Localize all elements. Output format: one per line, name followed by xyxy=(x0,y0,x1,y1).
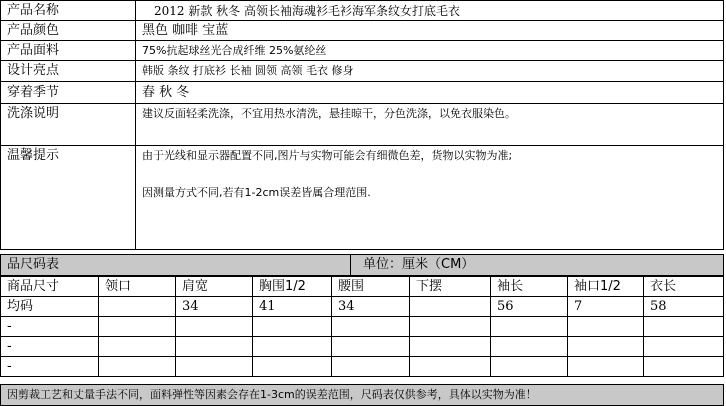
size-table-header-bar xyxy=(0,254,724,276)
size-cell xyxy=(176,357,253,377)
size-row xyxy=(1,317,724,337)
size-cell xyxy=(491,357,568,377)
size-cell xyxy=(410,317,491,337)
size-cell xyxy=(568,357,644,377)
info-value: 建议反面轻柔洗涤，不宜用热水清洗，悬挂晾干，分色洗涤，以免衣服染色。 xyxy=(136,104,724,146)
notice-value xyxy=(136,146,724,250)
size-note: 因剪裁工艺和丈量手法不同，面料弹性等因素会存在1-3cm的误差范围，尺码表仅供参考，具体以实物为准！ xyxy=(1,385,724,406)
size-header-cell: 袖口1/2 xyxy=(568,277,644,297)
size-header-cell: 下摆 xyxy=(410,277,491,297)
notice-line: 因测量方式不同,若有1-2cm误差皆属合理范围. xyxy=(142,186,371,199)
info-key: 产品名称 xyxy=(1,1,136,21)
size-header-cell: 衣长 xyxy=(644,277,724,297)
size-cell xyxy=(644,357,724,377)
size-table-unit: 单位：厘米（CM） xyxy=(351,255,724,276)
info-row-highlights xyxy=(1,61,724,82)
info-value: 2012 新款 秋冬 高领长袖海魂衫毛衫海军条纹女打底毛衣 xyxy=(136,1,724,21)
info-key: 洗涤说明 xyxy=(1,104,136,146)
size-cell xyxy=(491,317,568,337)
size-cell: 41 xyxy=(253,297,332,317)
size-note-bar xyxy=(0,384,724,406)
info-value: 春 秋 冬 xyxy=(136,82,724,104)
info-row-fabric xyxy=(1,41,724,61)
size-cell xyxy=(253,317,332,337)
size-cell xyxy=(332,317,410,337)
size-cell: 56 xyxy=(491,297,568,317)
size-cell xyxy=(253,357,332,377)
size-cell: 均码 xyxy=(1,297,99,317)
info-value: 韩版 条纹 打底衫 长袖 圆领 高领 毛衣 修身 xyxy=(136,61,724,82)
size-cell xyxy=(99,357,176,377)
size-cell xyxy=(410,357,491,377)
size-cell xyxy=(644,317,724,337)
size-cell: - xyxy=(1,357,99,377)
info-key: 温馨提示 xyxy=(1,146,136,250)
info-row-washing xyxy=(1,104,724,146)
size-header-cell: 腰围 xyxy=(332,277,410,297)
size-cell: 34 xyxy=(176,297,253,317)
notice-line: 由于光线和显示器配置不同,图片与实物可能会有细微色差，货物以实物为准; xyxy=(142,149,513,162)
size-header-cell: 肩宽 xyxy=(176,277,253,297)
size-header-row xyxy=(1,277,724,297)
size-table xyxy=(0,276,724,377)
info-key: 设计亮点 xyxy=(1,61,136,82)
size-cell xyxy=(332,357,410,377)
size-cell xyxy=(99,297,176,317)
size-cell xyxy=(253,337,332,357)
info-row-notice xyxy=(1,146,724,250)
info-key: 产品颜色 xyxy=(1,21,136,41)
size-header-cell: 商品尺寸 xyxy=(1,277,99,297)
info-row-color xyxy=(1,21,724,41)
size-cell xyxy=(410,337,491,357)
size-table-title: 品尺码表 xyxy=(1,255,351,276)
info-value: 75%抗起球丝光合成纤维 25%氨纶丝 xyxy=(136,41,724,61)
size-row xyxy=(1,357,724,377)
size-cell: - xyxy=(1,317,99,337)
size-cell xyxy=(99,337,176,357)
size-row xyxy=(1,297,724,317)
size-header-cell: 胸围1/2 xyxy=(253,277,332,297)
info-row-name xyxy=(1,1,724,21)
size-cell xyxy=(410,297,491,317)
size-cell xyxy=(176,337,253,357)
info-value: 黑色 咖啡 宝蓝 xyxy=(136,21,724,41)
size-cell xyxy=(644,337,724,357)
size-cell: 58 xyxy=(644,297,724,317)
size-cell: - xyxy=(1,337,99,357)
size-cell xyxy=(176,317,253,337)
info-row-season xyxy=(1,82,724,104)
size-header-cell: 领口 xyxy=(99,277,176,297)
size-cell xyxy=(568,317,644,337)
size-cell: 34 xyxy=(332,297,410,317)
size-cell xyxy=(491,337,568,357)
size-cell xyxy=(332,337,410,357)
size-cell: 7 xyxy=(568,297,644,317)
size-cell xyxy=(568,337,644,357)
info-key: 产品面料 xyxy=(1,41,136,61)
size-row xyxy=(1,337,724,357)
size-cell xyxy=(99,317,176,337)
size-header-cell: 袖长 xyxy=(491,277,568,297)
info-key: 穿着季节 xyxy=(1,82,136,104)
